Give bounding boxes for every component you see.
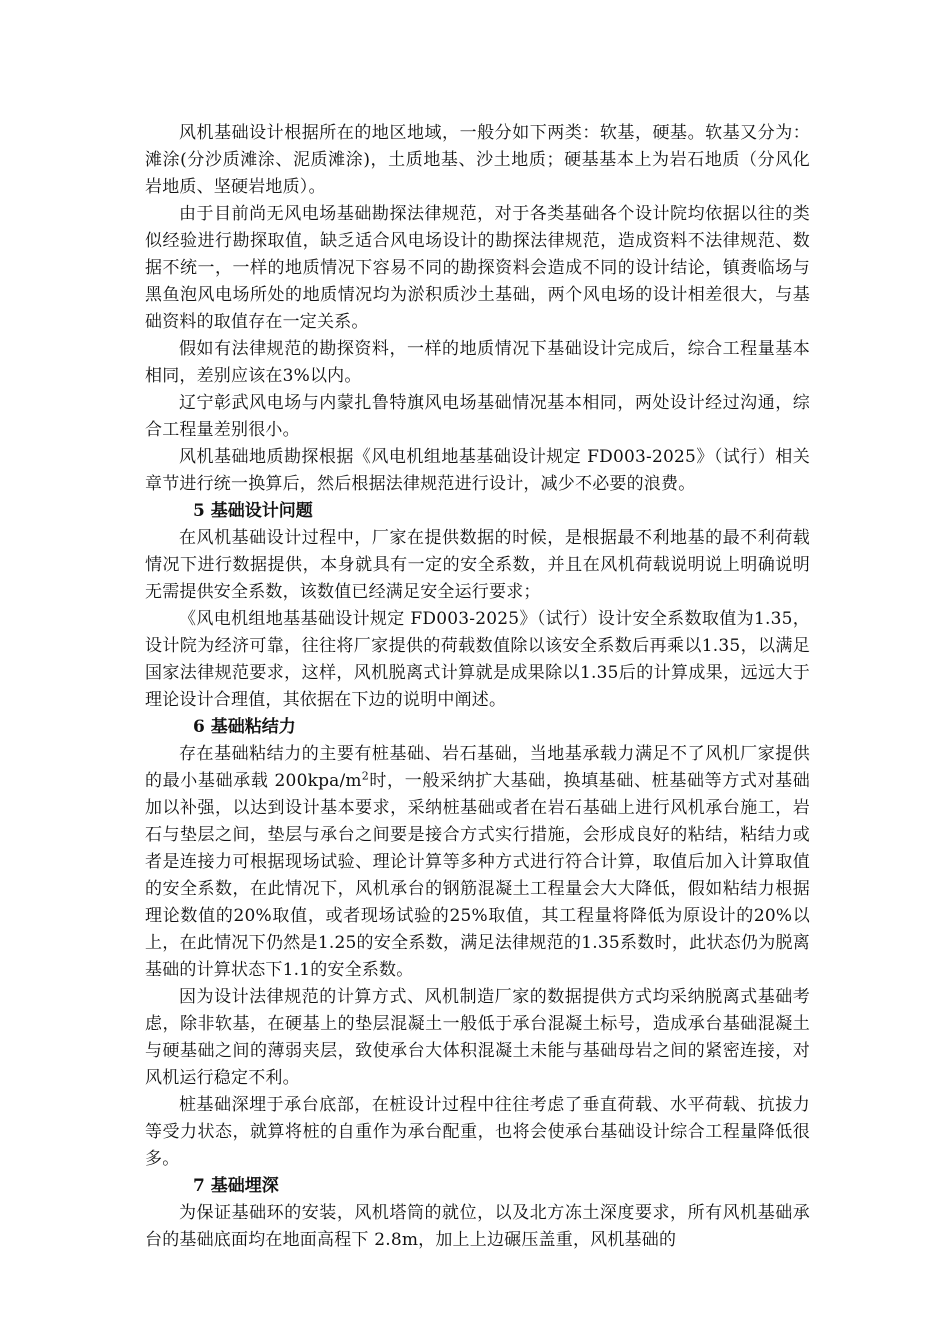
paragraph: 桩基础深埋于承台底部，在桩设计过程中往往考虑了垂直荷载、水平荷载、抗拔力等受力状态，就算将桩的自重作为承台配重，也将会使承台基础设计综合工程量降低很多。: [145, 1095, 810, 1169]
section-heading-5: 5 基础设计问题: [193, 501, 313, 521]
paragraph: 因为设计法律规范的计算方式、风机制造厂家的数据提供方式均采纳脱离式基础考虑，除非软基，在硬基上的垫层混凝土一般低于承台混凝土标号，造成承台基础混凝土与硬基础之间的薄弱夹层，致使承台大体积混凝土未能与基础母岩之间的紧密连接，对风机运行稳定不利。: [145, 987, 810, 1088]
paragraph: 辽宁彰武风电场与内蒙扎鲁特旗风电场基础情况基本相同，两处设计经过沟通，综合工程量差别很小。: [145, 393, 810, 440]
superscript: 2: [361, 769, 369, 783]
document-body: [145, 120, 810, 1254]
paragraph: 风机基础设计根据所在的地区地域，一般分如下两类：软基，硬基。软基又分为：滩涂(分沙质滩涂、泥质滩涂)，土质地基、沙土地质；硬基基本上为岩石地质（分风化岩地质、坚硬岩地质）。: [145, 123, 810, 197]
paragraph: 《风电机组地基基础设计规定 FD003-2025》（试行）设计安全系数取值为1.35，设计院为经济可靠，往往将厂家提供的荷载数值除以该安全系数后再乘以1.35，以满足国家法律规范要求，这样，风机脱离式计算就是成果除以1.35后的计算成果，远远大于理论设计合理值，其依据在下边的说明中阐述。: [145, 609, 810, 710]
paragraph-text: 时，一般采纳扩大基础，换填基础、桩基础等方式对基础加以补强，以达到设计基本要求，采纳桩基础或者在岩石基础上进行风机承台施工，岩石与垫层之间，垫层与承台之间要是接合方式实行措施，会形成良好的粘结，粘结力或者是连接力可根据现场试验、理论计算等多种方式进行符合计算，取值后加入计算取值的安全系数，在此情况下，风机承台的钢筋混凝土工程量会大大降低，假如粘结力根据理论数值的20%取值，或者现场试验的25%取值，其工程量将降低为原设计的20%以上，在此情况下仍然是1.25的安全系数，满足法律规范的1.35系数时，此状态仍为脱离基础的计算状态下1.1的安全系数。: [145, 771, 811, 980]
paragraph: 在风机基础设计过程中，厂家在提供数据的时候，是根据最不利地基的最不利荷载情况下进行数据提供，本身就具有一定的安全系数，并且在风机荷载说明说上明确说明无需提供安全系数，该数值已经满足安全运行要求；: [145, 528, 810, 602]
section-heading-6: 6 基础粘结力: [193, 717, 296, 737]
paragraph: [145, 741, 810, 984]
paragraph: 假如有法律规范的勘探资料，一样的地质情况下基础设计完成后，综合工程量基本相同，差别应该在3%以内。: [145, 339, 810, 386]
paragraph-text: 存在基础粘结力的主要有桩基础、岩石基础，当地基承载力满足不了风机厂家提供的最小基础承载 200kpa/m: [145, 744, 810, 791]
paragraph: 风机基础地质勘探根据《风电机组地基基础设计规定 FD003-2025》（试行）相关章节进行统一换算后，然后根据法律规范进行设计，减少不必要的浪费。: [145, 447, 810, 494]
paragraph: 由于目前尚无风电场基础勘探法律规范，对于各类基础各个设计院均依据以往的类似经验进行勘探取值，缺乏适合风电场设计的勘探法律规范，造成资料不法律规范、数据不统一，一样的地质情况下容易不同的勘探资料会造成不同的设计结论，镇赉临场与黑鱼泡风电场所处的地质情况均为淤积质沙土基础，两个风电场的设计相差很大，与基础资料的取值存在一定关系。: [145, 204, 810, 332]
paragraph: 为保证基础环的安装，风机塔筒的就位，以及北方冻土深度要求，所有风机基础承台的基础底面均在地面高程下 2.8m，加上上边碾压盖重，风机基础的: [145, 1203, 810, 1250]
section-heading-7: 7 基础埋深: [193, 1176, 279, 1196]
